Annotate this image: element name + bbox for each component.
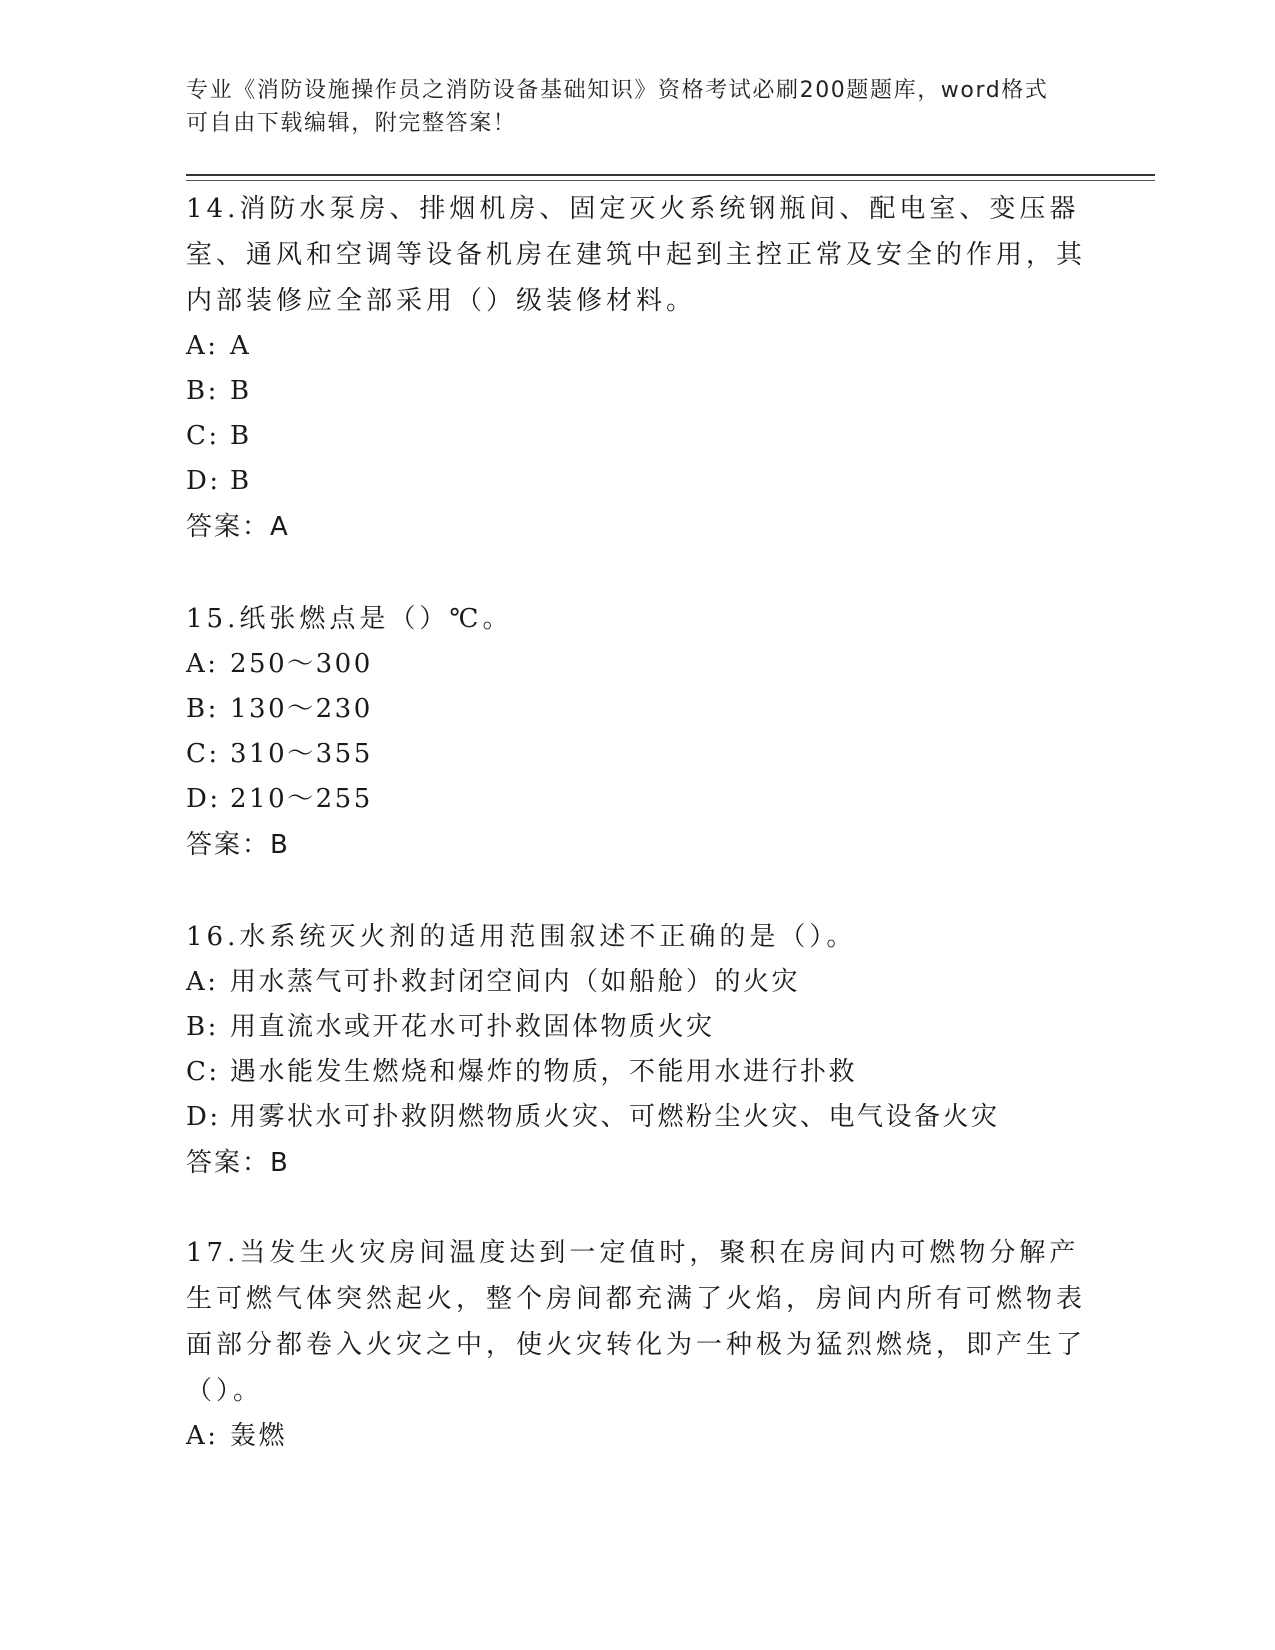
option-label: A:: [186, 967, 219, 997]
option-text: B: [230, 421, 252, 451]
question-14: [186, 186, 1086, 550]
option-text: A: [230, 331, 252, 361]
answer-label: 答案：: [186, 830, 271, 860]
option-label: C:: [186, 1057, 220, 1087]
question-17: [186, 1230, 1086, 1459]
option-text: 210～255: [230, 784, 373, 814]
answer-line: [186, 1140, 1086, 1186]
option-label: A:: [186, 649, 219, 679]
option-a: [186, 960, 1086, 1005]
option-text: 250～300: [230, 649, 373, 679]
option-c: [186, 1050, 1086, 1095]
option-label: D:: [186, 784, 221, 814]
option-a: [186, 324, 1086, 369]
option-b: [186, 687, 1086, 732]
answer-value: B: [270, 1148, 290, 1178]
answer-label: 答案：: [186, 1148, 271, 1178]
option-d: [186, 459, 1086, 504]
option-d: [186, 1095, 1086, 1140]
answer-line: [186, 504, 1086, 550]
option-label: B:: [186, 694, 219, 724]
option-label: B:: [186, 1012, 219, 1042]
option-c: [186, 414, 1086, 459]
option-text: 130～230: [230, 694, 373, 724]
option-label: C:: [186, 421, 220, 451]
option-b: [186, 369, 1086, 414]
header-divider-thick: [186, 174, 1155, 176]
option-c: [186, 732, 1086, 777]
option-label: D:: [186, 466, 221, 496]
option-text: 用水蒸气可扑救封闭空间内（如船舱）的火灾: [230, 967, 801, 997]
answer-value: A: [270, 512, 290, 542]
question-15: [186, 596, 1086, 868]
question-text: 当发生火灾房间温度达到一定值时，聚积在房间内可燃物分解产生可燃气体突然起火，整个房间都充满了火焰，房间内所有可燃物表面部分都卷入火灾之中，使火灾转化为一种极为猛烈燃烧，即产生了（）。: [186, 1238, 1087, 1406]
question-stem: [186, 186, 1086, 324]
option-a: [186, 1414, 1086, 1459]
option-d: [186, 777, 1086, 822]
option-label: B:: [186, 376, 219, 406]
answer-value: B: [270, 830, 290, 860]
question-stem: [186, 596, 1086, 642]
option-text: B: [230, 466, 252, 496]
question-text: 消防水泵房、排烟机房、固定灭火系统钢瓶间、配电室、变压器室、通风和空调等设备机房在建筑中起到主控正常及安全的作用，其内部装修应全部采用（）级装修材料。: [186, 194, 1087, 316]
question-number: 17.: [186, 1238, 240, 1268]
option-text: B: [230, 376, 252, 406]
question-stem: [186, 914, 1086, 960]
option-text: 轰燃: [230, 1421, 288, 1451]
document-header: 专业《消防设施操作员之消防设备基础知识》资格考试必刷200题题库，word格式可自由下载编辑，附完整答案！: [186, 78, 1049, 136]
question-text: 水系统灭火剂的适用范围叙述不正确的是（）。: [239, 922, 857, 952]
header-divider-thin: [186, 180, 1155, 181]
question-number: 14.: [186, 194, 240, 224]
question-number: 15.: [186, 604, 240, 634]
option-text: 用直流水或开花水可扑救固体物质火灾: [230, 1012, 715, 1042]
option-b: [186, 1005, 1086, 1050]
option-text: 用雾状水可扑救阴燃物质火灾、可燃粉尘火灾、电气设备火灾: [230, 1102, 1000, 1132]
answer-label: 答案：: [186, 512, 271, 542]
option-text: 遇水能发生燃烧和爆炸的物质，不能用水进行扑救: [230, 1057, 858, 1087]
answer-line: [186, 822, 1086, 868]
question-16: [186, 914, 1086, 1186]
option-a: [186, 642, 1086, 687]
option-text: 310～355: [230, 739, 373, 769]
question-stem: [186, 1230, 1086, 1414]
question-text: 纸张燃点是（）℃。: [239, 604, 513, 634]
option-label: D:: [186, 1102, 221, 1132]
option-label: C:: [186, 739, 220, 769]
question-number: 16.: [186, 922, 240, 952]
option-label: A:: [186, 331, 219, 361]
option-label: A:: [186, 1421, 219, 1451]
